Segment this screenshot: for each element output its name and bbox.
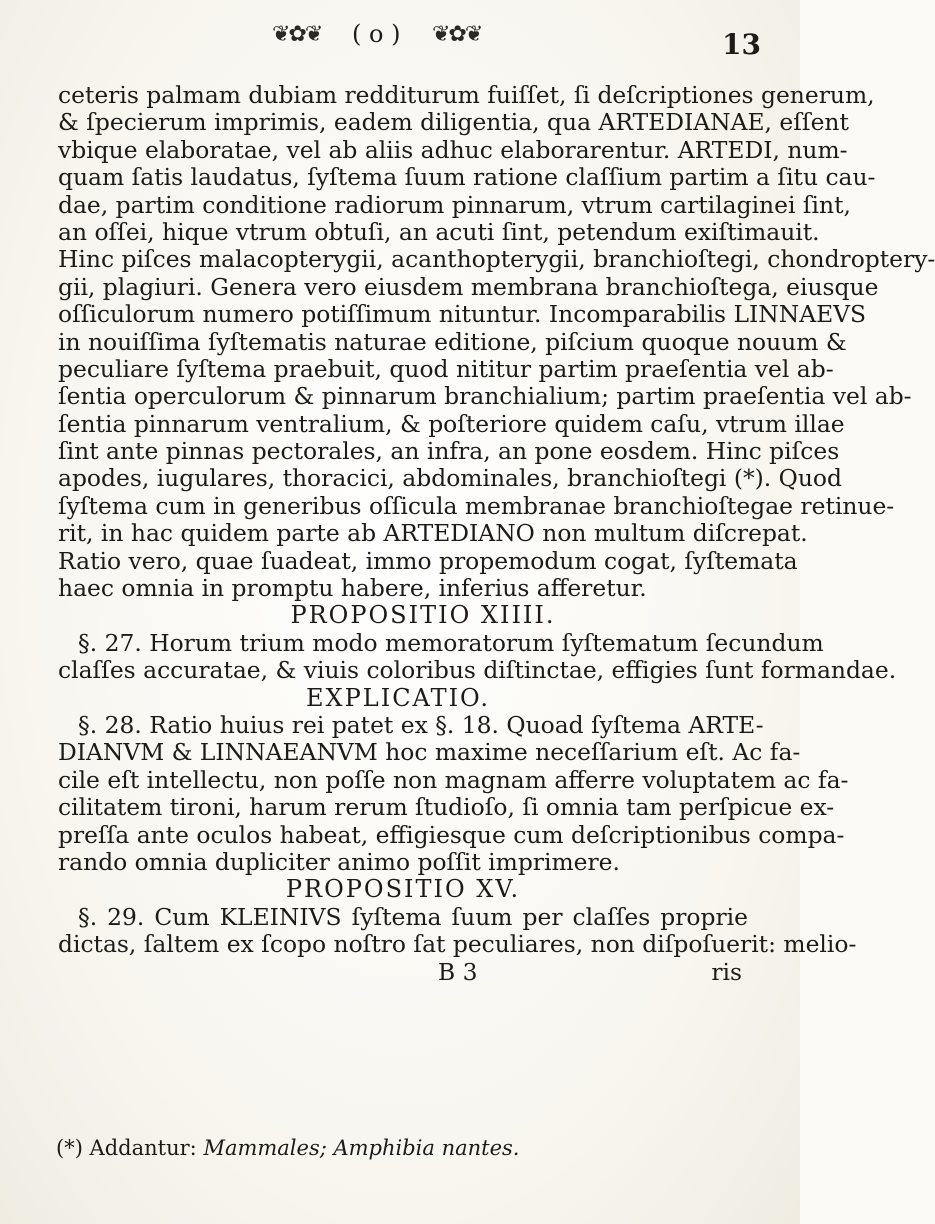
text-line: an oſſei, hique vtrum obtuſi, an acuti ſint, petendum exiſtimauit. [58,217,820,246]
text-line: rit, in hac quidem parte ab ARTEDIANO non multum diſcrepat. [58,519,808,548]
text-line: ſentia pinnarum ventralium, & poſteriore quidem caſu, vtrum illae [58,409,845,438]
text-line: preſſa ante oculos habeat, effigiesque cum deſcriptionibus compa- [58,820,845,849]
text-line: §. 28. Ratio huius rei patet ex §. 18. Quoad ſyſtema ARTE- [78,710,764,739]
section-heading: PROPOSITIO XV. [285,875,521,904]
text-line: cile eſt intellectu, non poſſe non magnam afferre voluptatem ac fa- [58,765,849,794]
text-line: ſentia operculorum & pinnarum branchialium; partim praeſentia vel ab- [58,382,912,411]
text-line: & ſpecierum imprimis, eadem diligentia, qua ARTEDIANAE, eſſent [58,108,849,137]
page-number: 13 [722,28,761,61]
text-line: vbique elaboratae, vel ab aliis adhuc elaborarentur. ARTEDI, num- [58,135,848,164]
right-ornament-icon: ❦✿❦ [432,22,482,47]
footnote [56,1136,519,1160]
text-line: quam ſatis laudatus, ſyſtema ſuum ratione claſſium partim a ſitu cau- [58,163,876,192]
text-line: oſſiculorum numero potiſſimum nituntur. Incomparabilis LINNAEVS [58,300,867,329]
text-line: ſyſtema cum in generibus oſſicula membranae branchioſtegae retinue- [58,491,895,520]
text-line: haec omnia in promptu habere, inferius afferetur. [58,574,647,603]
text-line: dae, partim conditione radiorum pinnarum, vtrum cartilaginei ſint, [58,190,851,219]
text-line: ſint ante pinnas pectorales, an infra, an pone eosdem. Hinc piſces [58,437,840,466]
text-line: Hinc piſces malacopterygii, acanthopterygii, branchioſtegi, chondroptery- [58,245,935,274]
text-line: rando omnia dupliciter animo poſſit imprimere. [58,847,620,876]
text-line: cilitatem tironi, harum rerum ſtudioſo, ſi omnia tam perſpicue ex- [58,793,835,822]
page-header [0,12,800,61]
section-heading: PROPOSITIO XIIII. [290,601,556,630]
footnote-text: Mammales; Amphibia nantes. [203,1136,520,1160]
text-line: peculiare ſyſtema praebuit, quod nititur partim praeſentia vel ab- [58,354,834,383]
text-line: dictas, ſaltem ex ſcopo noſtro ſat peculiares, non diſpoſuerit: melio- [58,930,857,959]
signature-line [58,959,748,986]
text-line: in nouiſſima ſyſtematis naturae editione, piſcium quoque nouum & [58,327,847,356]
text-line: apodes, iugulares, thoracici, abdominales, branchioſtegi (*). Quod [58,464,842,493]
footnote-label: (*) Addantur: [56,1136,197,1160]
text-line: §. 29. Cum KLEINIVS ſyſtema ſuum per claſſes proprie [78,902,748,931]
page-marker: ( o ) [352,20,401,48]
left-ornament-icon: ❦✿❦ [272,22,322,47]
main-text [58,81,935,986]
catchword: ris [711,957,742,986]
text-line: §. 27. Horum trium modo memoratorum ſyſtematum ſecundum [78,628,824,657]
text-line: claſſes accuratae, & viuis coloribus diſtinctae, effigies ſunt formandae. [58,656,897,685]
text-line: DIANVM & LINNAEANVM hoc maxime neceſſarium eſt. Ac fa- [58,738,801,767]
text-line: Ratio vero, quae ſuadeat, immo propemodum cogat, ſyſtemata [58,546,798,575]
section-heading: EXPLICATIO. [306,683,490,712]
text-line: gii, plagiuri. Genera vero eiusdem membrana branchioſtega, eiusque [58,272,879,301]
text-line: ceteris palmam dubiam redditurum fuiſſet, ſi deſcriptiones generum, [58,81,875,109]
signature-mark: B 3 [438,957,478,986]
